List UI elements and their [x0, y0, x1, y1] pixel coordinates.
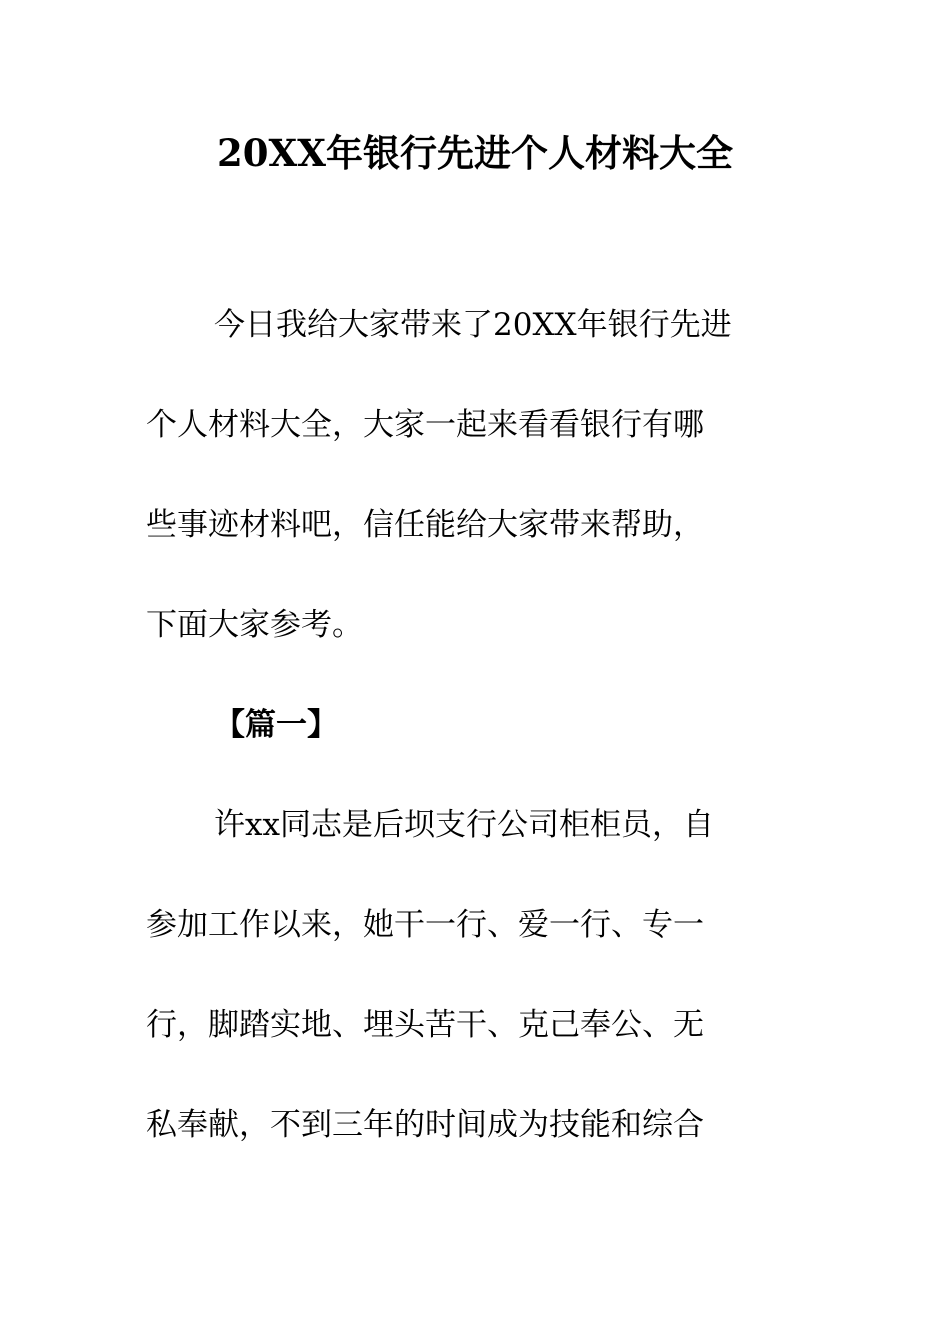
- paragraph-line: 私奉献，不到三年的时间成为技能和综合: [146, 1107, 704, 1143]
- paragraph-line: 今日我给大家带来了20XX年银行先进: [214, 307, 732, 343]
- section-heading: 【篇一】: [214, 707, 338, 743]
- paragraph-line: 参加工作以来，她干一行、爱一行、专一: [146, 907, 704, 943]
- document-title: 20XX年银行先进个人材料大全: [217, 131, 733, 175]
- paragraph-line: 个人材料大全，大家一起来看看银行有哪: [146, 407, 704, 443]
- paragraph-line: 下面大家参考。: [146, 607, 363, 643]
- paragraph-line: 行，脚踏实地、埋头苦干、克己奉公、无: [146, 1007, 704, 1043]
- paragraph-line: 些事迹材料吧，信任能给大家带来帮助，: [146, 507, 704, 543]
- paragraph-line: 许xx同志是后坝支行公司柜柜员，自: [214, 807, 714, 843]
